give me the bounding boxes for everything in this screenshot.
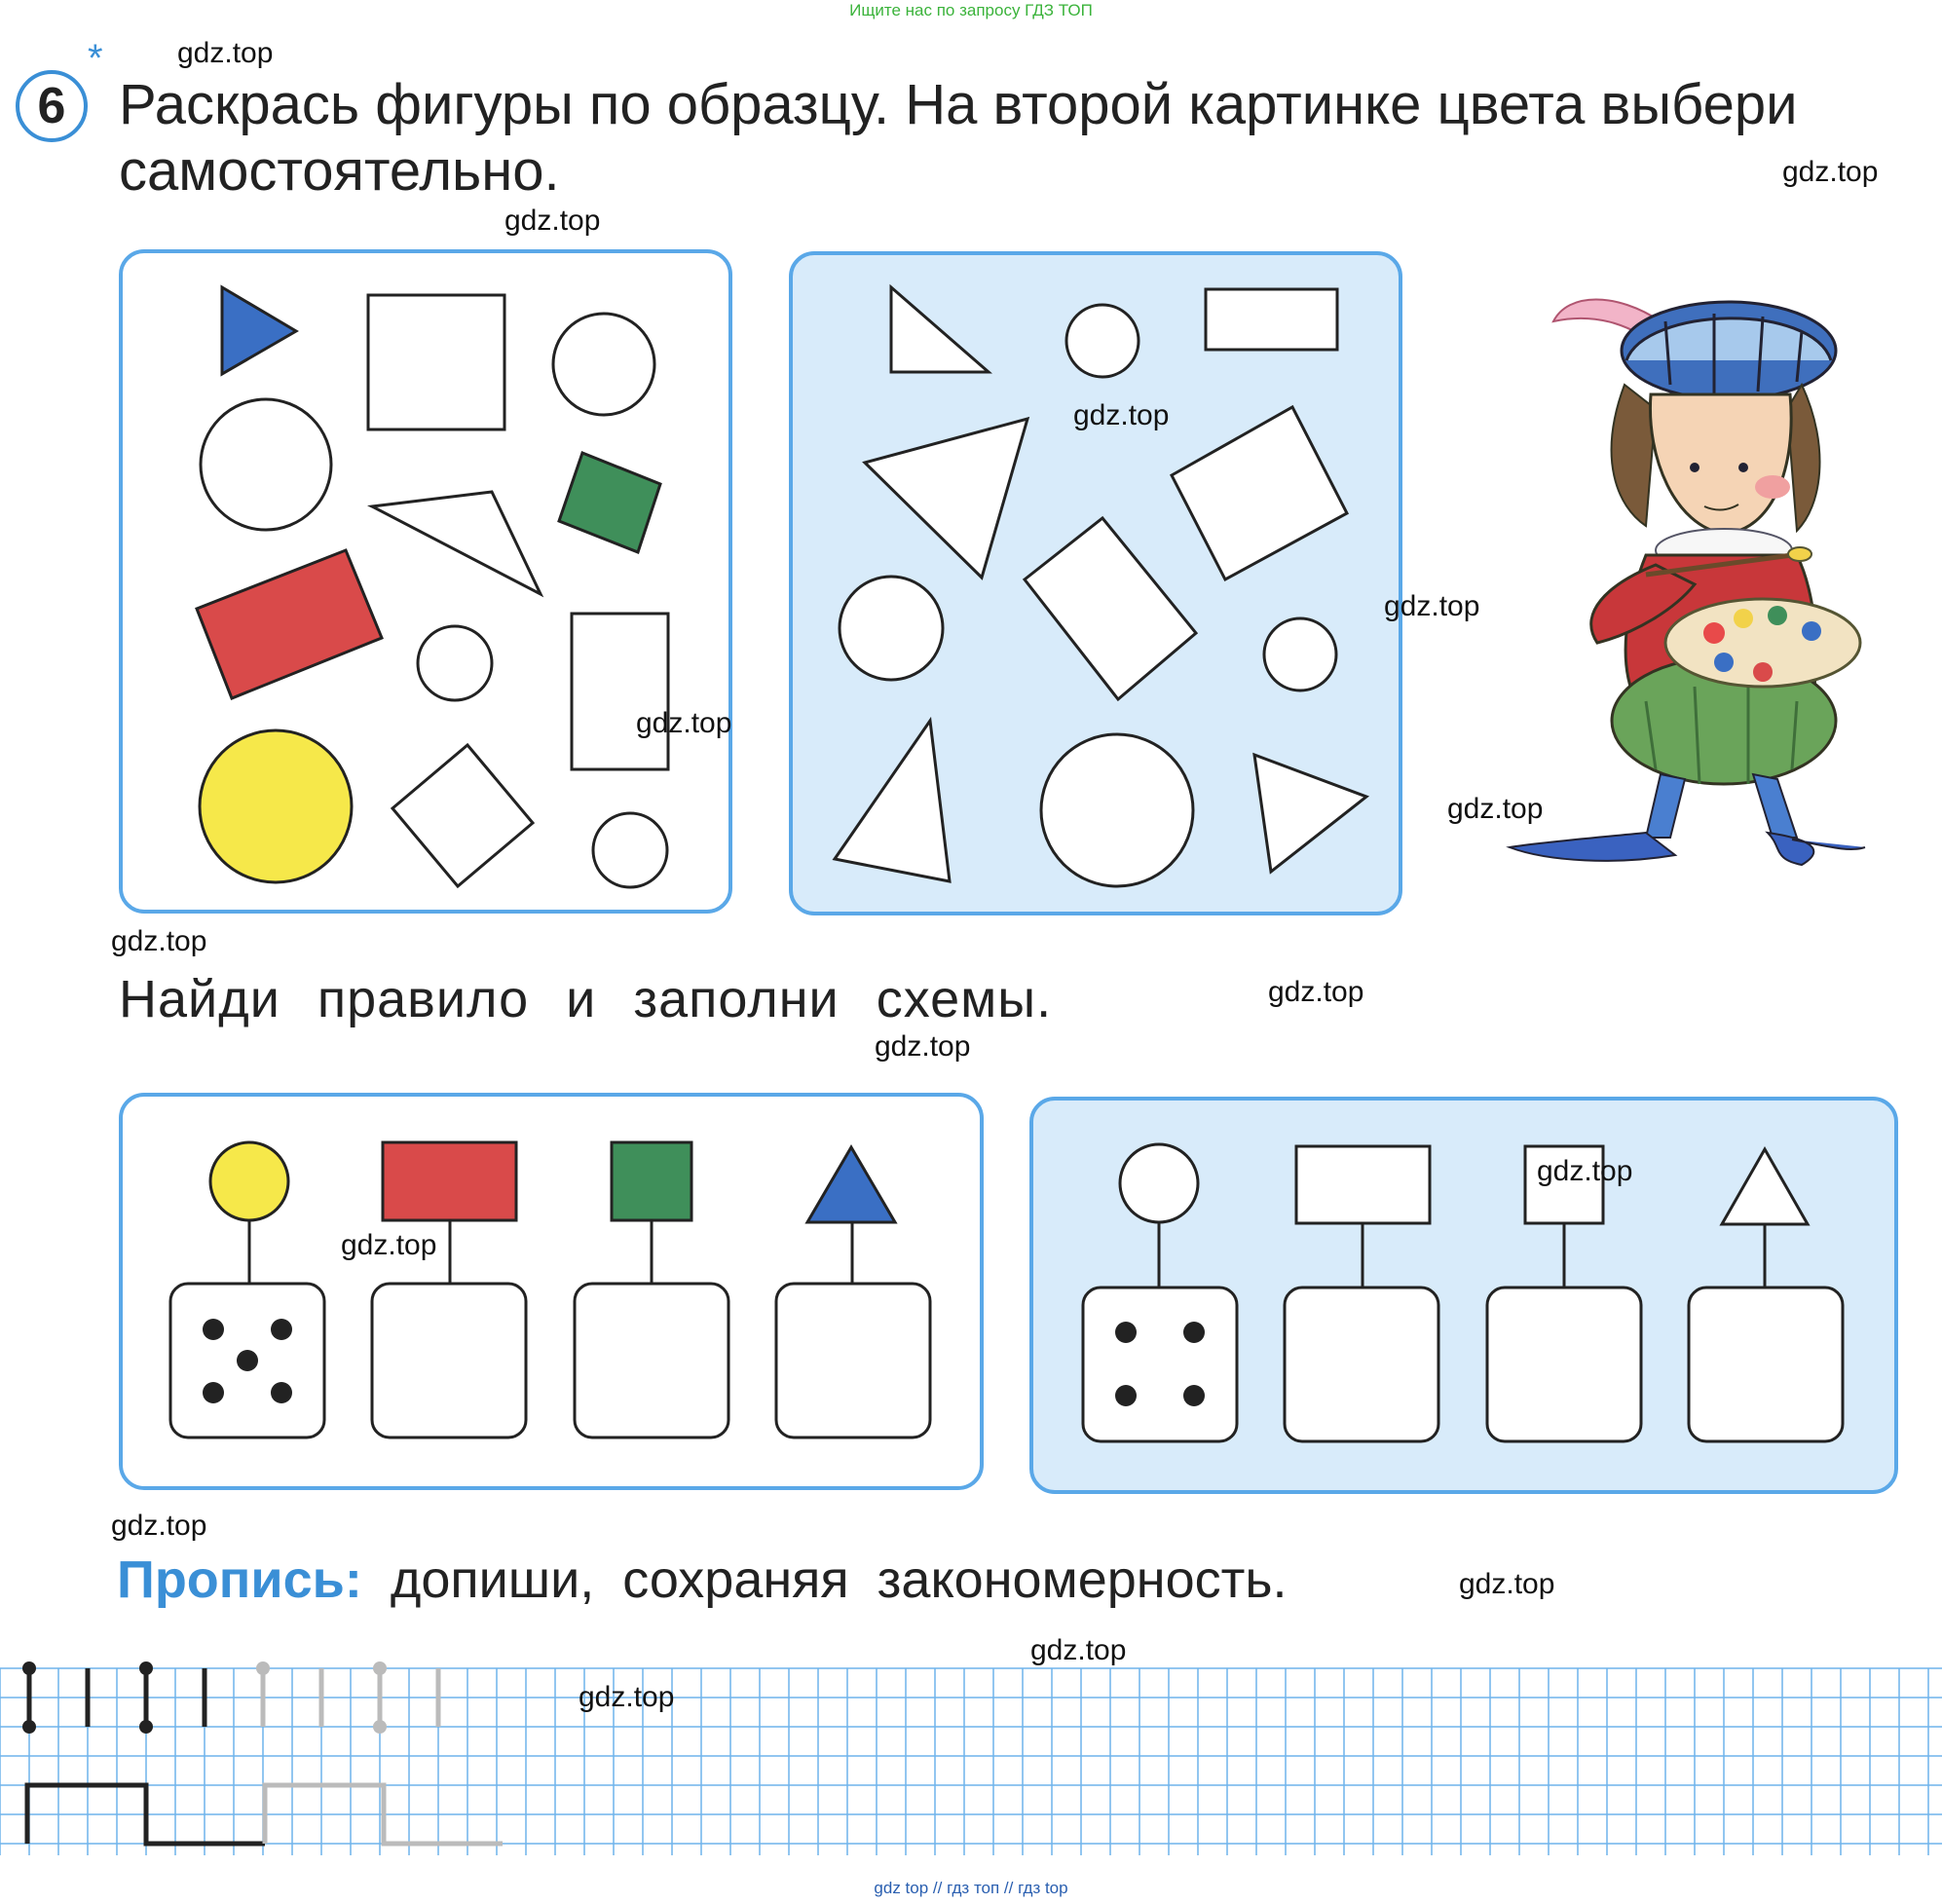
watermark: gdz.top [1384,590,1480,622]
watermark: gdz.top [504,205,601,237]
watermark: gdz.top [1782,156,1879,188]
copybook-pattern-dot [373,1720,387,1734]
copybook-pattern-dot [139,1661,153,1675]
copybook-pattern-dot [22,1661,36,1675]
watermark: gdz.top [1030,1634,1127,1666]
watermark: gdz.top [875,1030,971,1063]
copybook-pattern-dot [256,1661,270,1675]
top-hint: Ищите нас по запросу ГДЗ ТОП [849,1,1093,19]
copybook-pattern-dot [373,1661,387,1675]
copybook-pattern-dot [139,1720,153,1734]
watermark: gdz.top [1073,399,1170,431]
watermark: gdz.top [111,925,207,957]
section-instruction: Найди правило и заполни схемы. [119,970,1053,1028]
watermark: gdz.top [1447,793,1544,825]
copybook-pattern-dot [22,1720,36,1734]
watermark: gdz.top [1268,976,1364,1008]
copybook-text: допиши, сохраняя закономерность. [361,1550,1288,1609]
task-instruction: Раскрась фигуры по образцу. На второй картинке цвета выбери самостоятельно. [119,73,1798,203]
task-number: 6 [16,70,88,142]
watermark: gdz.top [111,1510,207,1542]
bottom-hint: gdz top // гдз топ // гдз top [874,1879,1068,1897]
watermark: gdz.top [341,1229,437,1261]
watermark: gdz.top [1537,1155,1633,1187]
watermark: gdz.top [636,707,732,739]
watermark: gdz.top [1459,1568,1555,1600]
difficulty-star-icon: * [88,37,103,80]
watermark: gdz.top [579,1681,675,1713]
watermark: gdz.top [177,37,274,69]
copybook-label: Пропись: [117,1550,362,1609]
